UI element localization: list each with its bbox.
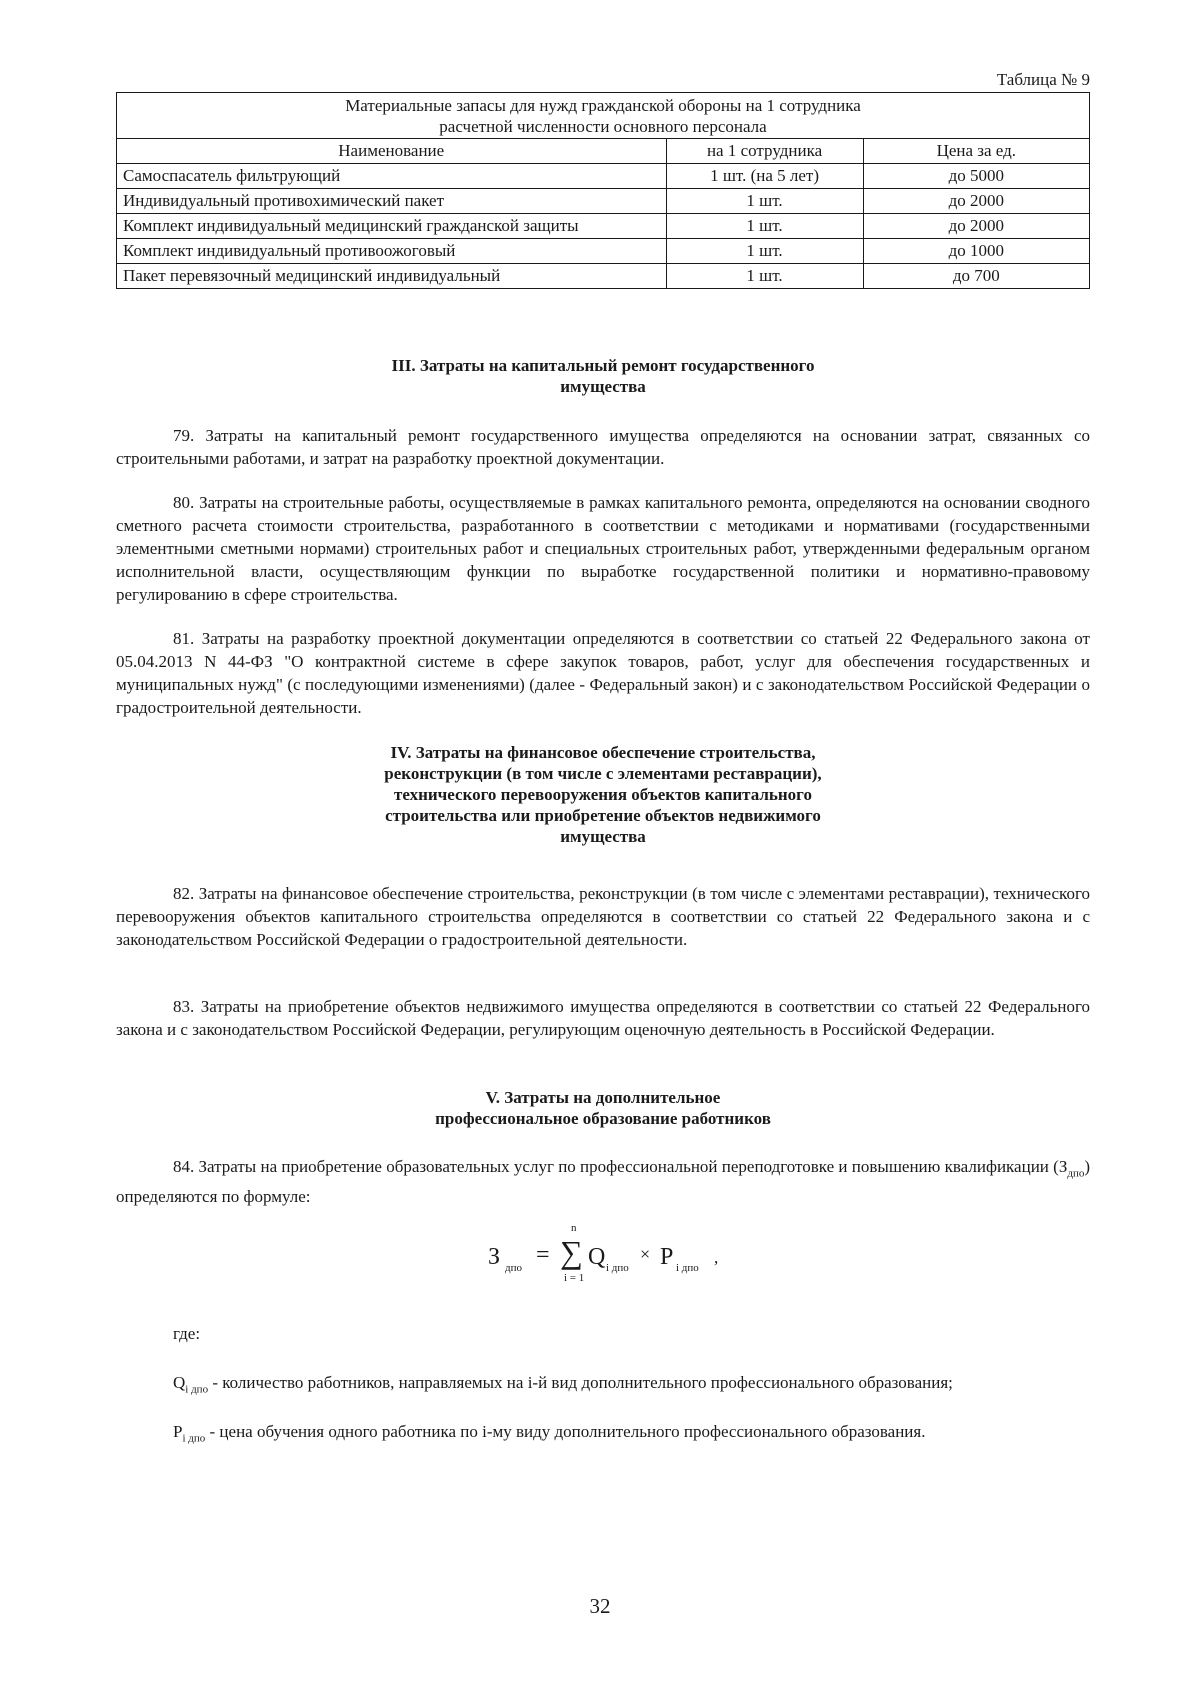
definition-text: - цена обучения одного работника по i-му виду дополнительного профессионального образования. — [205, 1422, 926, 1441]
cell-quantity: 1 шт. — [666, 214, 863, 239]
heading-line: имущества — [560, 827, 646, 846]
p84-text-start: 84. Затраты на приобретение образовательных услуг по профессиональной переподготовке и повышению квалификации (З — [173, 1157, 1068, 1176]
table-caption — [117, 93, 1090, 139]
cell-name: Самоспасатель фильтрующий — [117, 164, 667, 189]
paragraph-text: 79. Затраты на капитальный ремонт государственного имущества определяются на основании затрат, связанных со строительными работами, и затрат на разработку проектной документации. — [116, 426, 1090, 468]
formula-p: P — [660, 1244, 674, 1270]
table-row — [117, 189, 1090, 214]
paragraph-text: 82. Затраты на финансовое обеспечение строительства, реконструкции (в том числе с элементами реставрации), технического перевооружения объектов капитального строительства определяются в соответствии со статьей 22 Федерального закона и с законодательством Российской Федерации о градостроительной деятельности. — [116, 884, 1090, 949]
table-row — [117, 214, 1090, 239]
formula-p-subscript: i дпо — [676, 1262, 699, 1274]
paragraph-83 — [116, 995, 1090, 1041]
cell-quantity: 1 шт. — [666, 264, 863, 289]
column-header-name: Наименование — [117, 139, 667, 164]
supplies-table — [116, 92, 1090, 289]
section-3-heading — [116, 355, 1090, 397]
paragraph-84 — [116, 1155, 1090, 1208]
definition-text: - количество работников, направляемых на i-й вид дополнительного профессионального образования; — [208, 1373, 953, 1392]
heading-line: IV. Затраты на финансовое обеспечение строительства, — [390, 743, 816, 762]
formula-sum-lower: i = 1 — [564, 1272, 585, 1284]
definition-p — [173, 1421, 1103, 1449]
paragraph-text — [116, 1155, 1090, 1208]
heading-line: имущества — [560, 377, 646, 396]
cell-quantity: 1 шт. — [666, 239, 863, 264]
paragraph-79 — [116, 424, 1090, 470]
cell-name: Пакет перевязочный медицинский индивидуальный — [117, 264, 667, 289]
cell-price: до 700 — [863, 264, 1089, 289]
heading-line: строительства или приобретение объектов недвижимого — [385, 806, 821, 825]
section-5-heading — [116, 1087, 1090, 1129]
table-row — [117, 264, 1090, 289]
formula-equals: = — [536, 1242, 550, 1268]
formula-q-subscript: i дпо — [606, 1262, 629, 1274]
formula-lhs-subscript: дпо — [505, 1262, 522, 1274]
cell-price: до 1000 — [863, 239, 1089, 264]
paragraph-text: 83. Затраты на приобретение объектов недвижимого имущества определяются в соответствии со статьей 22 Федерального закона и с законодательством Российской Федерации, регулирующим оценочную деятельность в Российской Федерации. — [116, 997, 1090, 1039]
table-caption-line: Материальные запасы для нужд гражданской обороны на 1 сотрудника — [345, 96, 861, 115]
table-row — [117, 239, 1090, 264]
paragraph-text: 81. Затраты на разработку проектной документации определяются в соответствии со статьей 22 Федерального закона от 05.04.2013 N 44-ФЗ "О контрактной системе в сфере закупок товаров, работ, услуг для обеспечения государственных и муниципальных нужд" (с последующими изменениями) (далее - Федеральный закон) и с законодательством Российской Федерации о градостроительной деятельности. — [116, 629, 1090, 717]
heading-line: технического перевооружения объектов капитального — [394, 785, 812, 804]
cell-name: Комплект индивидуальный противоожоговый — [117, 239, 667, 264]
cost-formula — [488, 1222, 728, 1282]
where-label: где: — [173, 1324, 201, 1343]
formula-lhs: З — [488, 1244, 501, 1270]
paragraph-81 — [116, 627, 1090, 719]
column-header-quantity: на 1 сотрудника — [666, 139, 863, 164]
paragraph-text: 80. Затраты на строительные работы, осуществляемые в рамках капитального ремонта, определяются на основании сводного сметного расчета стоимости строительства, разработанного в соответствии с методиками и нормативами (государственными элементными сметными нормами) строительных работ и специальных строительных работ, утвержденными федеральным органом исполнительной власти, осуществляющим функции по выработке государственной политики и нормативно-правовому регулированию в сфере строительства. — [116, 493, 1090, 604]
cell-price: до 2000 — [863, 214, 1089, 239]
cell-price: до 5000 — [863, 164, 1089, 189]
cell-name: Индивидуальный противохимический пакет — [117, 189, 667, 214]
table-row — [117, 164, 1090, 189]
formula-times: × — [640, 1244, 651, 1264]
formula-q: Q — [588, 1244, 606, 1270]
cell-name: Комплект индивидуальный медицинский гражданской защиты — [117, 214, 667, 239]
table-caption-row — [117, 93, 1090, 139]
paragraph-80 — [116, 491, 1090, 606]
section-4-heading — [116, 742, 1090, 847]
table-caption-line: расчетной численности основного персонала — [439, 117, 767, 136]
sigma-icon: ∑ — [560, 1234, 583, 1270]
p84-text-end: ) определяются по формуле: — [116, 1157, 1090, 1207]
cell-quantity: 1 шт. (на 5 лет) — [666, 164, 863, 189]
heading-line: III. Затраты на капитальный ремонт государственного — [391, 356, 815, 375]
heading-line: V. Затраты на дополнительное — [485, 1088, 721, 1107]
heading-line: профессиональное образование работников — [435, 1109, 771, 1128]
definition-subscript: i дпо — [185, 1383, 209, 1396]
formula-comma: , — [714, 1248, 719, 1267]
cell-price: до 2000 — [863, 189, 1089, 214]
column-header-price: Цена за ед. — [863, 139, 1089, 164]
page-number: 32 — [589, 1594, 611, 1618]
definition-q — [173, 1372, 1103, 1400]
definition-subscript: i дпо — [182, 1432, 206, 1445]
definition-symbol: Q — [173, 1373, 186, 1392]
heading-line: реконструкции (в том числе с элементами реставрации), — [384, 764, 822, 783]
formula-sum-upper: n — [571, 1222, 577, 1234]
cell-quantity: 1 шт. — [666, 189, 863, 214]
definition-symbol: P — [173, 1422, 183, 1441]
p84-subscript: дпо — [1067, 1167, 1085, 1180]
paragraph-82 — [116, 882, 1090, 951]
table-header-row — [117, 139, 1090, 164]
table-label: Таблица № 9 — [996, 70, 1090, 89]
